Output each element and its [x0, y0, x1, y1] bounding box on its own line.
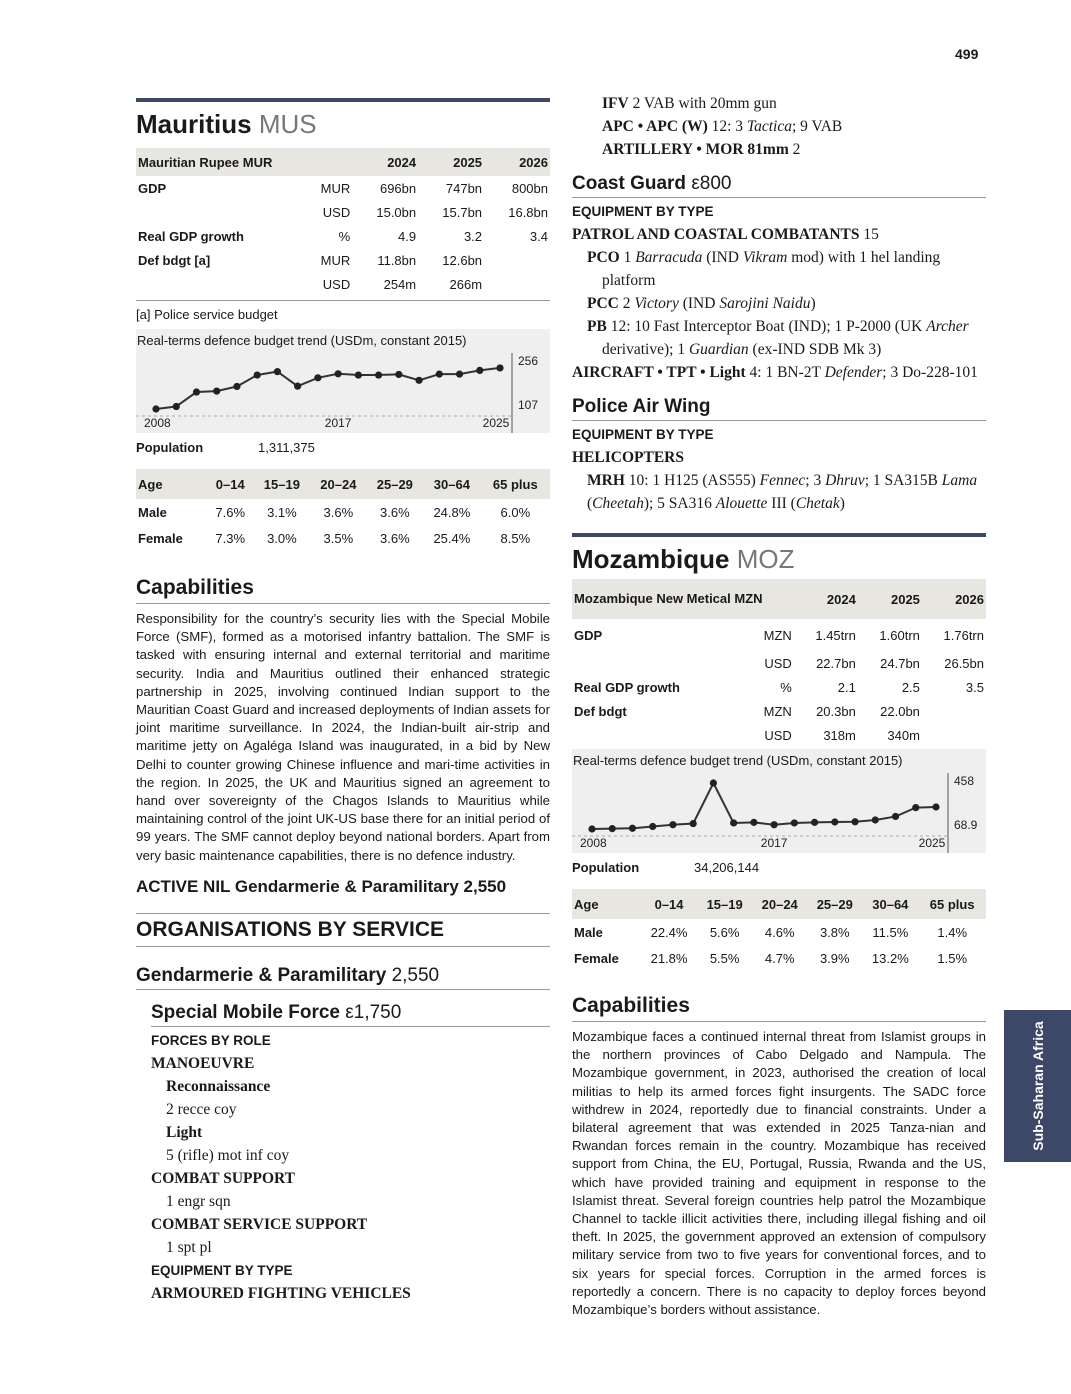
combat-support-heading: COMBAT SUPPORT	[151, 1169, 295, 1187]
equipment-heading: EQUIPMENT BY TYPE	[151, 1262, 293, 1278]
economic-row	[136, 224, 550, 248]
age-cell: 5.6%	[709, 924, 740, 940]
trend-svg	[572, 749, 986, 853]
gendarmerie-title: Gendarmerie & Paramilitary	[136, 964, 387, 986]
data-point	[710, 779, 717, 786]
organisations-heading: ORGANISATIONS BY SERVICE	[136, 914, 550, 947]
economic-row	[572, 675, 986, 699]
y-min-label: 107	[518, 398, 539, 412]
data-point	[415, 377, 422, 384]
economic-cell: USD	[764, 655, 792, 671]
population-label: Population	[572, 860, 640, 875]
age-cell: 3.5%	[323, 530, 354, 546]
age-cell: 22.4%	[650, 924, 688, 940]
economic-table	[136, 148, 550, 296]
economic-cell	[136, 200, 302, 224]
economic-cell: 2.1	[837, 679, 856, 695]
economic-cell: 340m	[887, 727, 920, 743]
economic-cell	[484, 248, 550, 272]
age-cell: 4.6%	[764, 924, 795, 940]
age-header: Age	[572, 889, 641, 919]
active-forces: ACTIVE NIL Gendarmerie & Paramilitary 2,550	[136, 876, 507, 896]
currency-label: Mozambique New Metical MZN	[572, 579, 794, 619]
age-cell: 3.8%	[819, 924, 850, 940]
x-tick-label: 2017	[324, 416, 352, 430]
economic-cell: Real GDP growth	[138, 228, 244, 244]
capabilities-heading: Capabilities	[136, 573, 550, 604]
age-header: 20–24	[310, 469, 366, 499]
data-point	[254, 371, 261, 378]
country-name: Mozambique	[572, 544, 730, 574]
age-cell: 11.5%	[872, 924, 909, 940]
ifv-line: IFV 2 VAB with 20mm gun	[602, 95, 777, 112]
economic-cell: 15.7bn	[442, 204, 483, 220]
manoeuvre-heading: MANOEUVRE	[151, 1054, 255, 1072]
country-name: Mauritius	[136, 109, 252, 139]
age-row	[572, 945, 986, 971]
data-point	[912, 804, 919, 811]
data-point	[355, 371, 362, 378]
police-air-wing-heading: Police Air Wing	[572, 394, 986, 421]
age-cell: 7.3%	[215, 530, 246, 546]
recce-unit: 2 recce coy	[166, 1100, 237, 1118]
data-point	[496, 364, 503, 371]
afv-heading: ARMOURED FIGHTING VEHICLES	[151, 1284, 411, 1302]
y-min-label: 68.9	[954, 818, 978, 832]
age-cell: 6.0%	[500, 504, 531, 520]
age-cell: 3.6%	[323, 504, 354, 520]
capabilities-text: Mozambique faces a continued internal threat from Islamist groups in the northern provinces of Cabo Delgado and Nampula. The Mozambique government, in 2023, authorised the creation of local militias to help its armed forces fight insurgents. The SADC force withdrew in 2024, reportedly due to financial constraints. Under a bilateral agreement that was extended in 2025 Tanza-nian and Rwandan forces remain in the country. Mozambique has received support from China, the EU, Portugal, Russia, Rwanda and the US, which have provided training and equipment in response to the Islamist threat. Several foreign countries help patrol the Mozambique Channel to tackle illicit activities there, including illegal fishing and oil theft. In 2025, the government approved an extension of compulsory military service from two to five years for conventional forces, and to six years for special forces. Corruption in the armed forces is reportedly a concern. There is no capacity to deploy forces beyond Mozambique’s borders without assistance.	[572, 1029, 986, 1318]
economic-cell: %	[338, 228, 351, 244]
helicopters-heading: HELICOPTERS	[572, 449, 684, 466]
year-header: 2025	[858, 579, 922, 619]
data-point	[233, 383, 240, 390]
year-header: 2026	[484, 148, 550, 176]
year-header: 2024	[352, 148, 418, 176]
economic-cell: 254m	[383, 276, 417, 292]
data-point	[771, 821, 778, 828]
year-header: 2025	[418, 148, 484, 176]
x-tick-label: 2008	[580, 836, 607, 850]
data-point	[294, 383, 301, 390]
economic-cell: GDP	[138, 180, 167, 196]
data-point	[690, 820, 697, 827]
economic-cell: 318m	[823, 727, 856, 743]
age-cell: Male	[138, 504, 167, 520]
x-tick-label: 2008	[144, 416, 171, 430]
age-row	[136, 525, 550, 551]
gendarmerie-number: 2,550	[391, 964, 440, 986]
economic-cell: 20.3bn	[816, 703, 856, 719]
economic-cell: 3.5	[965, 679, 984, 695]
pb-line: PB 12: 10 Fast Interceptor Boat (IND); 1 P-2000 (UK Archer derivative); 1 Guardian (ex-IND SDB Mk 3)	[587, 318, 969, 358]
light-unit: 5 (rifle) mot inf coy	[166, 1146, 290, 1164]
data-point	[629, 825, 636, 832]
age-cell: 4.7%	[764, 950, 795, 966]
age-cell: 1.5%	[937, 950, 968, 966]
economic-cell: 26.5bn	[944, 655, 984, 671]
age-header: 30–64	[862, 889, 918, 919]
section-rule	[136, 98, 550, 102]
smf-title: Special Mobile Force	[151, 1001, 340, 1023]
age-cell: Male	[574, 924, 603, 940]
smf-number: ε1,750	[345, 1001, 402, 1023]
economic-row	[572, 651, 986, 675]
economic-cell: USD	[322, 204, 351, 220]
economic-cell: MZN	[763, 627, 792, 643]
data-point	[152, 405, 159, 412]
age-header: 25–29	[367, 469, 423, 499]
economic-row	[136, 272, 550, 296]
economic-row	[572, 619, 986, 651]
country-code: MUS	[258, 109, 317, 139]
mauritius-section	[136, 98, 550, 1305]
economic-cell: 696bn	[379, 180, 417, 196]
smf-heading	[151, 1000, 550, 1027]
economic-row	[572, 699, 986, 723]
year-header: 2026	[922, 579, 986, 619]
age-row	[136, 499, 550, 525]
age-cell: Female	[138, 530, 183, 546]
economic-cell: 11.8bn	[377, 252, 417, 268]
economic-row	[136, 200, 550, 224]
data-point	[831, 818, 838, 825]
section-tab-label: Sub-Saharan Africa	[1029, 1021, 1046, 1151]
economic-cell: 4.9	[398, 228, 417, 244]
data-point	[335, 370, 342, 377]
capabilities-text: Responsibility for the country’s security lies with the Special Mobile Force (SMF), formed as a motorised infantry battalion. The SMF is tasked with ensuring internal and external territorial and maritime security. India and Mauritius outlined their enhanced strategic partnership in 2025, involving continued Indian support to the Mauritian Coast Guard and increased deployments of Indian assets for joint maritime surveillance. In 2024, the Indian-built air-strip and maritime jetty on Agaléga Island was inaugurated, in a bid by New Delhi to counter growing Chinese influence and mari-time activities in the region. In 2025, the UK and Mauritius signed an agreement to hand over sovereignty of the Chagos Islands to Mauritius while maintaining control of the joint UK-US base there for an initial period of 99 years. The SMF cannot deploy beyond national borders. Apart from very basic maintenance capabilities, there is no defence industry.	[136, 611, 550, 863]
data-point	[669, 821, 676, 828]
country-title	[136, 108, 550, 140]
economic-cell	[922, 723, 986, 747]
data-point	[456, 371, 463, 378]
coast-guard-title: Coast Guard	[572, 173, 687, 194]
age-cell: 3.0%	[267, 530, 297, 546]
apc-line: APC • APC (W) 12: 3 Tactica; 9 VAB	[602, 118, 843, 135]
age-cell: 24.8%	[433, 504, 471, 520]
economic-cell	[572, 651, 744, 675]
economic-cell: 22.7bn	[816, 655, 856, 671]
economic-cell: 800bn	[511, 180, 548, 196]
right-column	[572, 92, 986, 1319]
age-header: 30–64	[423, 469, 481, 499]
economic-row	[572, 723, 986, 747]
section-tab	[1004, 1010, 1071, 1162]
economic-cell: 266m	[449, 276, 483, 292]
age-header: 15–19	[697, 889, 752, 919]
budget-trend-chart	[136, 329, 550, 433]
age-cell: 3.1%	[267, 504, 297, 520]
data-point	[892, 813, 899, 820]
age-header: 65 plus	[918, 889, 986, 919]
data-point	[851, 818, 858, 825]
y-max-label: 256	[518, 354, 539, 368]
age-cell: 3.6%	[380, 504, 410, 520]
data-point	[750, 819, 757, 826]
mrh-line: MRH 10: 1 H125 (AS555) Fennec; 3 Dhruv; 1 SA315B Lama (Cheetah); 5 SA316 Alouette III (Chetak)	[587, 472, 978, 512]
data-point	[476, 367, 483, 374]
pcc-line: PCC 2 Victory (IND Sarojini Naidu)	[587, 295, 816, 312]
country-code: MOZ	[736, 544, 795, 574]
economic-row	[136, 176, 550, 200]
economic-cell: GDP	[574, 627, 603, 643]
economic-cell: Real GDP growth	[574, 679, 680, 695]
year-header: 2024	[794, 579, 858, 619]
economic-cell: 22.0bn	[880, 703, 920, 719]
css-unit: 1 spt pl	[166, 1238, 212, 1256]
patrol-heading: PATROL AND COASTAL COMBATANTS 15	[572, 226, 879, 243]
x-tick-label: 2025	[482, 416, 510, 430]
data-point	[274, 368, 281, 375]
economic-cell: 1.60trn	[879, 627, 920, 643]
series-line	[592, 783, 936, 829]
economic-cell: USD	[764, 727, 792, 743]
economic-cell: 3.2	[463, 228, 483, 244]
economic-cell	[922, 699, 986, 723]
age-header: 65 plus	[481, 469, 550, 499]
equipment-heading: EQUIPMENT BY TYPE	[572, 427, 714, 442]
age-cell: 3.9%	[819, 950, 850, 966]
economic-cell: MZN	[763, 703, 792, 719]
x-tick-label: 2025	[918, 836, 946, 850]
population-row	[572, 853, 986, 883]
series-line	[156, 368, 500, 409]
economic-cell: 12.6bn	[442, 252, 483, 268]
age-cell: 8.5%	[500, 530, 531, 546]
population-value: 1,311,375	[258, 440, 315, 455]
budget-note: [a] Police service budget	[136, 300, 550, 329]
economic-cell: 1.45trn	[815, 627, 856, 643]
age-header: 25–29	[807, 889, 862, 919]
age-row	[572, 919, 986, 945]
age-header: 15–19	[254, 469, 310, 499]
light-heading: Light	[166, 1123, 203, 1141]
coast-guard-heading	[572, 171, 986, 198]
aircraft-line: AIRCRAFT • TPT • Light 4: 1 BN-2T Defender; 3 Do-228-101	[572, 364, 978, 381]
chart-title: Real-terms defence budget trend (USDm, constant 2015)	[573, 753, 903, 768]
gendarmerie-heading	[136, 963, 550, 990]
economic-cell: 15.0bn	[376, 204, 417, 220]
coast-guard-number: ε800	[691, 173, 732, 194]
economic-cell	[136, 272, 302, 296]
x-tick-label: 2017	[760, 836, 788, 850]
mozambique-section	[572, 533, 986, 1319]
data-point	[609, 825, 616, 832]
data-point	[213, 387, 220, 394]
economic-cell	[484, 272, 550, 296]
age-table	[572, 889, 986, 971]
capabilities-heading: Capabilities	[572, 991, 986, 1022]
recce-heading: Reconnaissance	[166, 1077, 271, 1095]
economic-cell: %	[780, 679, 792, 695]
data-point	[649, 823, 656, 830]
economic-cell	[572, 723, 744, 747]
artillery-line: ARTILLERY • MOR 81mm 2	[602, 141, 801, 158]
age-cell: 25.4%	[433, 530, 471, 546]
section-rule	[572, 533, 986, 537]
data-point	[314, 374, 321, 381]
data-point	[193, 388, 200, 395]
age-cell: Female	[574, 950, 619, 966]
economic-cell: 3.4	[529, 228, 548, 244]
age-header: 20–24	[752, 889, 807, 919]
economic-cell: 2.5	[901, 679, 920, 695]
age-cell: 13.2%	[871, 950, 909, 966]
age-header: 0–14	[641, 889, 697, 919]
country-title	[572, 543, 986, 575]
budget-trend-chart	[572, 749, 986, 853]
economic-cell: 747bn	[445, 180, 483, 196]
data-point	[395, 371, 402, 378]
data-point	[375, 371, 382, 378]
chart-title: Real-terms defence budget trend (USDm, constant 2015)	[137, 333, 467, 348]
age-cell: 1.4%	[937, 924, 968, 940]
economic-table	[572, 579, 986, 747]
pco-line: PCO 1 Barracuda (IND Vikram mod) with 1 hel landing platform	[587, 249, 941, 289]
economic-row	[136, 248, 550, 272]
population-row	[136, 433, 550, 463]
economic-cell: 16.8bn	[508, 204, 548, 220]
economic-cell: Def bdgt [a]	[138, 252, 211, 268]
economic-cell: Def bdgt	[574, 703, 627, 719]
age-cell: 21.8%	[650, 950, 688, 966]
css-heading: COMBAT SERVICE SUPPORT	[151, 1215, 368, 1233]
combat-support-unit: 1 engr sqn	[166, 1192, 231, 1210]
currency-label: Mauritian Rupee MUR	[136, 148, 352, 176]
age-cell: 5.5%	[709, 950, 740, 966]
data-point	[932, 803, 939, 810]
y-max-label: 458	[954, 774, 975, 788]
data-point	[173, 403, 180, 410]
population-label: Population	[136, 440, 204, 455]
equipment-heading: EQUIPMENT BY TYPE	[572, 204, 714, 219]
age-header: 0–14	[207, 469, 254, 499]
economic-cell: MUR	[320, 252, 351, 268]
age-cell: 3.6%	[380, 530, 410, 546]
data-point	[872, 816, 879, 823]
page-number: 499	[955, 46, 979, 62]
trend-svg	[136, 329, 550, 433]
data-point	[791, 819, 798, 826]
economic-cell: MUR	[320, 180, 351, 196]
data-point	[588, 825, 595, 832]
data-point	[436, 371, 443, 378]
forces-by-role: FORCES BY ROLE	[151, 1032, 271, 1048]
economic-cell: 24.7bn	[880, 655, 920, 671]
economic-cell: 1.76trn	[943, 627, 984, 643]
age-table	[136, 469, 550, 551]
data-point	[811, 819, 818, 826]
economic-cell: USD	[322, 276, 351, 292]
population-value: 34,206,144	[694, 860, 760, 875]
age-cell: 7.6%	[215, 504, 246, 520]
data-point	[730, 819, 737, 826]
age-header: Age	[136, 469, 207, 499]
